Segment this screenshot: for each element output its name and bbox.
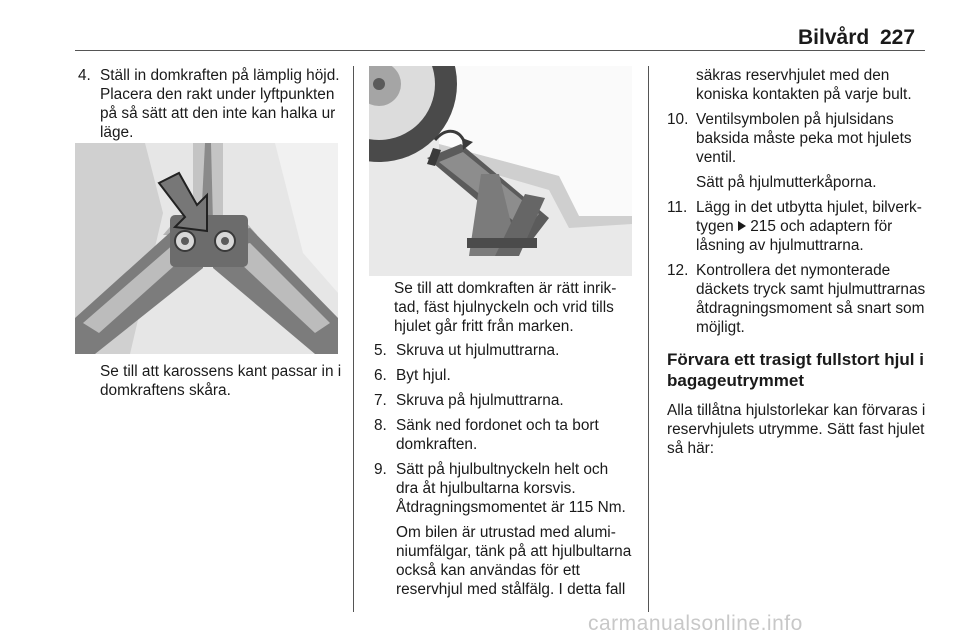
jack-lifting-photo [369,66,632,276]
step-4 [78,66,342,142]
step-text: Ställ in domkraften på lämplig höjd. Placera den rakt under lyftpunkten på så sätt att den inte kan halka ur läge. [100,67,340,141]
step-7 [374,391,634,410]
step-10 [667,110,929,167]
step-number: 12. [667,262,689,279]
step-text: Sänk ned fordonet och ta bort domkraften. [396,417,599,453]
step-5 [374,341,634,360]
page-number: 227 [880,26,916,49]
section-heading: Förvara ett trasigt fullstort hjul i bagageutrymmet [667,350,924,390]
column-1-caption [100,362,342,400]
step-number: 4. [78,67,91,84]
step-12 [667,261,929,337]
column-1 [78,66,342,142]
step-text: Ventilsymbolen på hjulsidans baksida måste peka mot hjulets ventil. [696,111,912,166]
step-number: 6. [374,367,387,384]
column-2-steps [374,341,634,599]
step-8 [374,416,634,454]
column-2-caption [394,279,634,336]
step-text: Skruva på hjulmuttrarna. [396,392,564,409]
step-text: Kontrollera det nymonterade däckets tryck samt hjulmuttrarnas åtdragningsmoment så snart som möjligt. [696,262,926,336]
step-text [696,198,929,255]
step-number: 9. [374,461,387,478]
photo-caption: Se till att karossens kant passar in i domkraftens skåra. [100,363,342,399]
section-title: Bilvård [798,26,870,49]
step-number: 8. [374,417,387,434]
photo-caption: Se till att domkraften är rätt inriktad, fäst hjulnyckeln och vrid tills hjulet går fritt från marken. [394,280,617,335]
step-number: 11. [667,199,688,216]
step-10-note: Sätt på hjulmutterkåporna. [696,174,877,191]
step-11 [667,198,929,255]
watermark: carmanualsonline.info [588,612,803,635]
step-text: Byt hjul. [396,367,451,384]
step-text: Sätt på hjulbultnyckeln helt och dra åt hjulbultarna korsvis. Åtdragningsmomentet är 115 Nm. [396,461,626,516]
step-9 [374,460,634,517]
section-body: Alla tillåtna hjulstorlekar kan förvaras i reservhjulets utrymme. Sätt fast hjulet så här: [667,402,926,457]
step-text: Skruva ut hjulmuttrarna. [396,342,560,359]
column-divider-right [648,66,649,612]
step-9-continuation: säkras reservhjulet med den koniska kontakten på varje bult. [696,67,912,103]
header-rule [75,50,925,51]
column-3 [667,66,929,458]
step-text-part: Lägg in det utbytta hjulet, bilverktygen [696,199,922,235]
step-6 [374,366,634,385]
step-9-note: Om bilen är utrustad med aluminiumfälgar, tänk på att hjulbultarna också kan användas för ett reservhjul med stålfälg. I detta fall [396,524,632,598]
step-number: 5. [374,342,387,359]
jack-placement-photo [75,143,338,354]
arrow-reference-icon[interactable] [738,221,746,231]
step-text-part: 215 och adaptern för låsning av hjulmuttrarna. [696,218,893,254]
step-number: 10. [667,111,689,128]
column-divider-left [353,66,354,612]
step-number: 7. [374,392,387,409]
